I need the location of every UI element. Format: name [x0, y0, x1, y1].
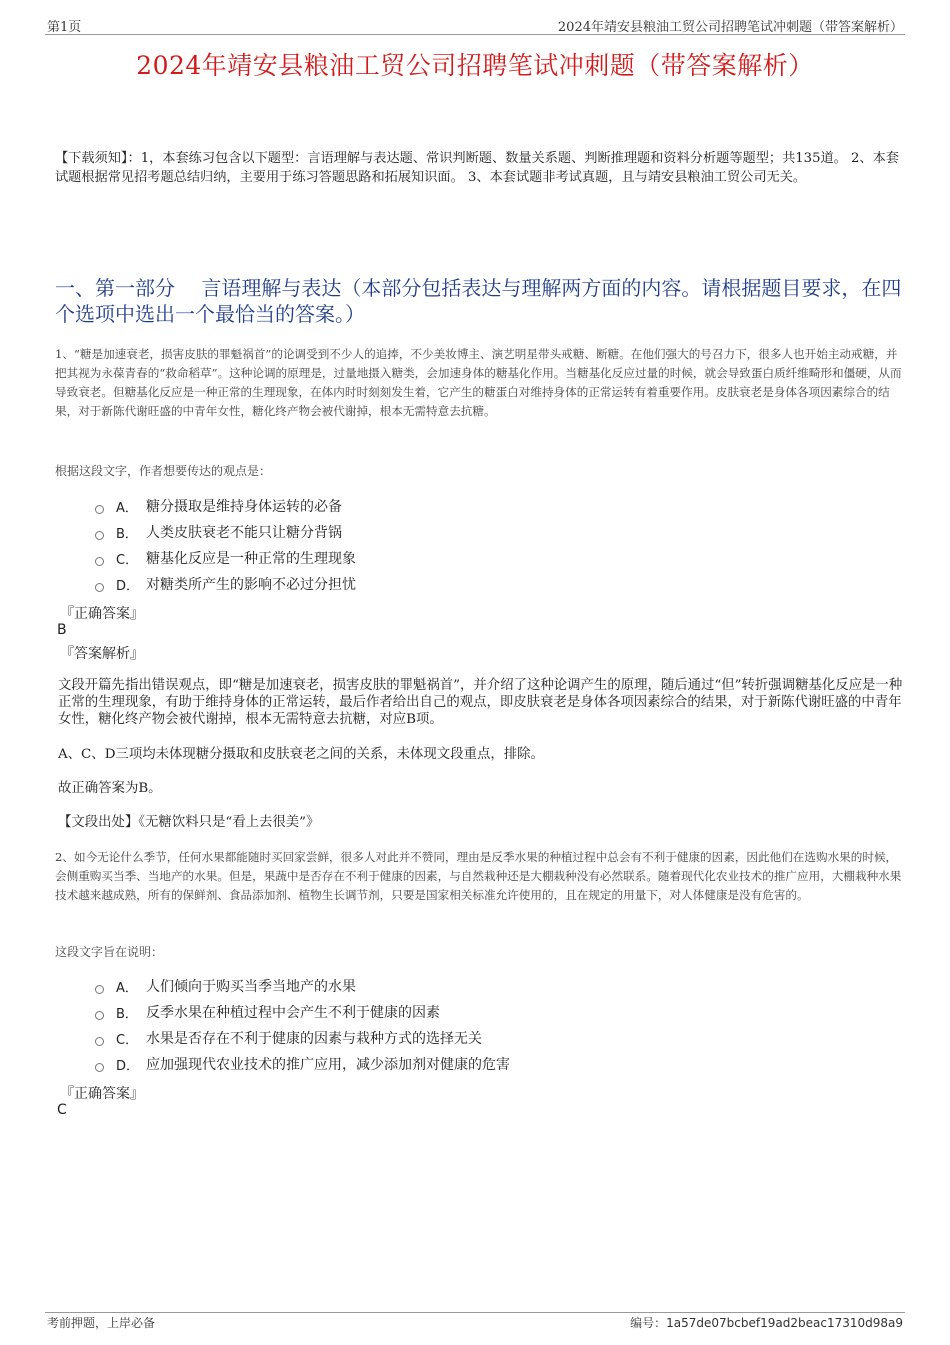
option-text: 应加强现代农业技术的推广应用，减少添加剂对健康的危害 — [146, 1057, 510, 1073]
page-number: 第1页 — [47, 20, 82, 35]
option-letter: D． — [116, 1058, 140, 1074]
analysis-paragraph: 文段开篇先指出错误观点，即“糖是加速衰老，损害皮肤的罪魁祸首”，并介绍了这种论调产生的原理，随后通过“但”转折强调糖基化反应是一种正常的生理现象，有助于维持身体的正常运转，最后作者给出自己的观点，即皮肤衰老是身体各项因素综合的结果，对于新陈代谢旺盛的中青年女性，糖化终产物会被代谢掉，根本无需特意去抗糖，对应B项。 — [58, 678, 903, 727]
download-notice: 【下载须知】：1，本套练习包含以下题型：言语理解与表达题、常识判断题、数量关系题、判断推理题和资料分析题等题型；共135道。 2、本套试题根据常见招考题总结归纳，主要用于练习答题思路和拓展知识面。 3、本套试题非考试真题，且与靖安县粮油工贸公司无关。 — [55, 151, 899, 185]
code-label: 编号： — [630, 1316, 667, 1330]
question-1-text: 1、“糖是加速衰老，损害皮肤的罪魁祸首”的论调受到不少人的追捧，不少美妆博主、演艺明星带头戒糖、断糖。在他们强大的号召力下，很多人也开始主动戒糖，并把其视为永葆青春的“救命稻草”。这种论调的原理是，过量地摄入糖类，会加速身体的糖基化作用。当糖基化反应过量的时候，就会导致蛋白质纤维畸形和僵硬，从而导致衰老。但糖基化反应是一种正常的生理现象，在体内时时刻刻发生着，它产生的糖蛋白对维持身体的正常运转有着重要作用。皮肤衰老是身体各项因素综合的结果，对于新陈代谢旺盛的中青年女性，糖化终产物会被代谢掉，根本无需特意去抗糖。 — [55, 347, 902, 418]
option-d[interactable] — [95, 1051, 510, 1077]
question-2-options — [95, 973, 510, 1077]
question-2-prompt: 这段文字旨在说明： — [55, 945, 164, 959]
correct-answer-label: 『正确答案』 — [60, 606, 144, 622]
question-2-text: 2、如今无论什么季节，任何水果都能随时买回家尝鲜，很多人对此并不赞同，理由是反季水果的种植过程中总会有不利于健康的因素，因此他们在选购水果的时候，会侧重购买当季、当地产的水果。但是，果蔬中是否存在不利于健康的因素，与自然栽种还是大棚栽种没有必然联系。随着现代化农业技术的推广应用，大棚栽种水果技术越来越成熟，所有的保鲜剂、食品添加剂、植物生长调节剂，只要是国家相关标准允许使用的，且在规定的用量下，对人体健康是没有危害的。 — [55, 850, 902, 902]
section-heading: 一、第一部分 言语理解与表达（本部分包括表达与理解两方面的内容。请根据题目要求，在四个选项中选出一个最恰当的答案。） — [55, 276, 902, 326]
radio-icon[interactable] — [95, 1011, 104, 1020]
option-text: 对糖类所产生的影响不必过分担忧 — [146, 577, 356, 593]
correct-answer: C — [57, 1102, 67, 1118]
option-letter: A． — [116, 500, 138, 516]
footer-code — [630, 1314, 903, 1331]
radio-icon[interactable] — [95, 1037, 104, 1046]
radio-icon[interactable] — [95, 557, 104, 566]
option-a[interactable] — [95, 973, 510, 999]
running-header-title: 2024年靖安县粮油工贸公司招聘笔试冲刺题（带答案解析） — [557, 20, 903, 35]
radio-icon[interactable] — [95, 985, 104, 994]
option-letter: C． — [116, 552, 139, 568]
code-value: 1a57de07bcbef19ad2beac17310d98a9 — [666, 1316, 903, 1330]
option-d[interactable] — [95, 571, 356, 597]
option-text: 水果是否存在不利于健康的因素与栽种方式的选择无关 — [146, 1031, 482, 1047]
document-title: 2024年靖安县粮油工贸公司招聘笔试冲刺题（带答案解析） — [136, 51, 814, 80]
option-b[interactable] — [95, 999, 510, 1025]
correct-answer-label: 『正确答案』 — [60, 1086, 144, 1102]
radio-icon[interactable] — [95, 1063, 104, 1072]
option-letter: B． — [116, 526, 138, 542]
option-a[interactable] — [95, 493, 356, 519]
option-letter: D． — [116, 578, 140, 594]
option-text: 人类皮肤衰老不能只让糖分背锅 — [146, 525, 342, 541]
option-c[interactable] — [95, 545, 356, 571]
analysis-paragraph: A、C、D三项均未体现糖分摄取和皮肤衰老之间的关系，未体现文段重点，排除。 — [58, 747, 544, 762]
analysis-source: 【文段出处】《无糖饮料只是“看上去很美”》 — [58, 815, 320, 830]
radio-icon[interactable] — [95, 531, 104, 540]
option-text: 反季水果在种植过程中会产生不利于健康的因素 — [146, 1005, 440, 1021]
question-1-prompt: 根据这段文字，作者想要传达的观点是： — [55, 464, 272, 478]
option-b[interactable] — [95, 519, 356, 545]
option-text: 糖基化反应是一种正常的生理现象 — [146, 551, 356, 567]
option-letter: C． — [116, 1032, 139, 1048]
footer-divider — [45, 1312, 905, 1313]
option-text: 糖分摄取是维持身体运转的必备 — [146, 499, 342, 515]
question-1-options — [95, 493, 356, 597]
option-letter: B． — [116, 1006, 138, 1022]
radio-icon[interactable] — [95, 583, 104, 592]
correct-answer: B — [57, 622, 67, 638]
radio-icon[interactable] — [95, 505, 104, 514]
header-divider — [45, 34, 905, 35]
option-text: 人们倾向于购买当季当地产的水果 — [146, 979, 356, 995]
footer-slogan: 考前押题，上岸必备 — [47, 1316, 156, 1330]
analysis-label: 『答案解析』 — [60, 646, 144, 662]
option-letter: A． — [116, 980, 138, 996]
option-c[interactable] — [95, 1025, 510, 1051]
analysis-paragraph: 故正确答案为B。 — [58, 781, 162, 796]
